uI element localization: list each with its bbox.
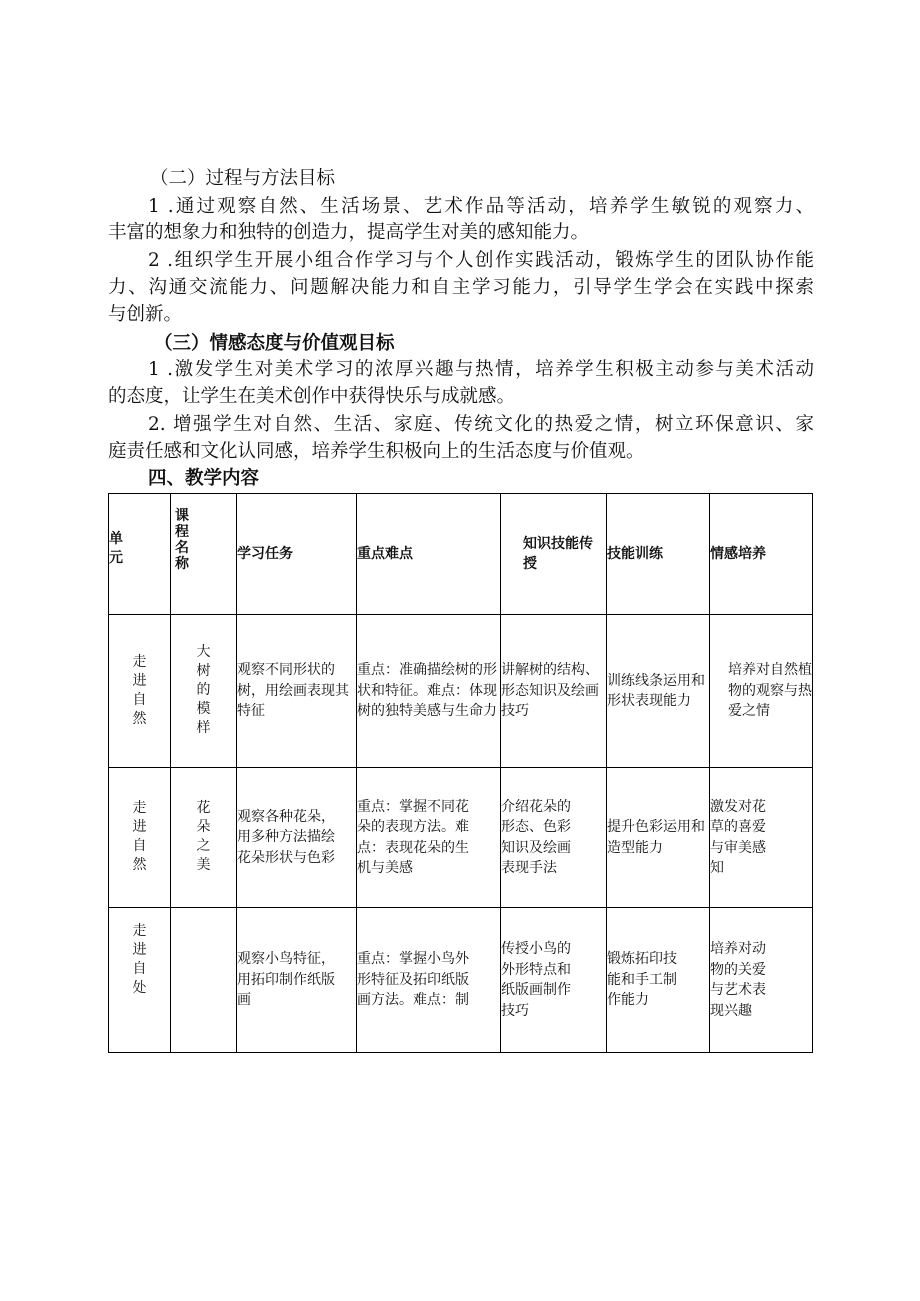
section-heading: 四、教学内容 <box>148 468 260 489</box>
header-cell: 课程名称 <box>171 494 237 615</box>
unit-cell: 走进自然 <box>109 768 171 908</box>
unit-cell: 走进自然 <box>109 615 171 768</box>
table-row <box>109 615 813 768</box>
knowledge-cell: 传授小鸟的外形特点和纸版画制作技巧 <box>501 908 607 1053</box>
header-cell: 知识技能传授 <box>501 494 607 615</box>
table-row <box>109 768 813 908</box>
keypoint-cell: 重点：掌握不同花朵的表现方法。难点：表现花朵的生机与美感 <box>357 768 501 908</box>
header-cell: 重点难点 <box>357 494 501 615</box>
paragraph-line: 丰富的想象力和独特的创造力，提高学生对美的感知能力。 <box>108 222 590 243</box>
keypoint-cell: 重点：掌握小鸟外形特征及拓印纸版画方法。难点：制 <box>357 908 501 1053</box>
paragraph-line: 1 .通过观察自然、生活场景、艺术作品等活动，培养学生敏锐的观察力、 <box>148 196 814 217</box>
course-name-cell: 花朵之美 <box>171 768 237 908</box>
header-cell: 技能训练 <box>607 494 710 615</box>
table-header-row <box>109 494 813 615</box>
skill-cell: 训练线条运用和形状表现能力 <box>607 615 710 768</box>
emotion-cell: 培养对自然植物的观察与热爱之情 <box>710 615 813 768</box>
paragraph-line: 2 .组织学生开展小组合作学习与个人创作实践活动，锻炼学生的团队协作能 <box>148 250 814 271</box>
header-cell: 学习任务 <box>237 494 357 615</box>
task-cell: 观察不同形状的树，用绘画表现其特征 <box>237 615 357 768</box>
emotion-cell: 激发对花草的喜爱与审美感知 <box>710 768 813 908</box>
emotion-cell: 培养对动物的关爱与艺术表现兴趣 <box>710 908 813 1053</box>
paragraph-line: 的态度，让学生在美术创作中获得快乐与成就感。 <box>108 386 516 407</box>
paragraph-line: 与创新。 <box>108 304 183 325</box>
teaching-content-table <box>108 493 813 1053</box>
knowledge-cell: 介绍花朵的形态、色彩知识及绘画表现手法 <box>501 768 607 908</box>
knowledge-cell: 讲解树的结构、形态知识及绘画技巧 <box>501 615 607 768</box>
skill-cell: 锻炼拓印技能和手工制作能力 <box>607 908 710 1053</box>
header-cell: 单元 <box>109 494 171 615</box>
task-cell: 观察各种花朵，用多种方法描绘花朵形状与色彩 <box>237 768 357 908</box>
paragraph-line: 2. 增强学生对自然、生活、家庭、传统文化的热爱之情，树立环保意识、家 <box>148 414 814 435</box>
unit-cell: 走进自处 <box>109 908 171 1053</box>
header-cell: 情感培养 <box>710 494 813 615</box>
table-row <box>109 908 813 1053</box>
course-name-cell: 大树的模样 <box>171 615 237 768</box>
keypoint-cell: 重点：准确描绘树的形状和特征。难点：体现树的独特美感与生命力 <box>357 615 501 768</box>
paragraph-line: 庭责任感和文化认同感，培养学生积极向上的生活态度与价值观。 <box>108 441 645 462</box>
paragraph-line: （二）过程与方法目标 <box>150 168 336 189</box>
paragraph-line: 力、沟通交流能力、问题解决能力和自主学习能力，引导学生学会在实践中探索 <box>108 277 814 298</box>
paragraph-line: 1 .激发学生对美术学习的浓厚兴趣与热情，培养学生积极主动参与美术活动 <box>148 359 814 380</box>
course-name-cell <box>171 908 237 1053</box>
skill-cell: 提升色彩运用和造型能力 <box>607 768 710 908</box>
task-cell: 观察小鸟特征，用拓印制作纸版画 <box>237 908 357 1053</box>
section-heading: （三）情感态度与价值观目标 <box>154 333 395 354</box>
